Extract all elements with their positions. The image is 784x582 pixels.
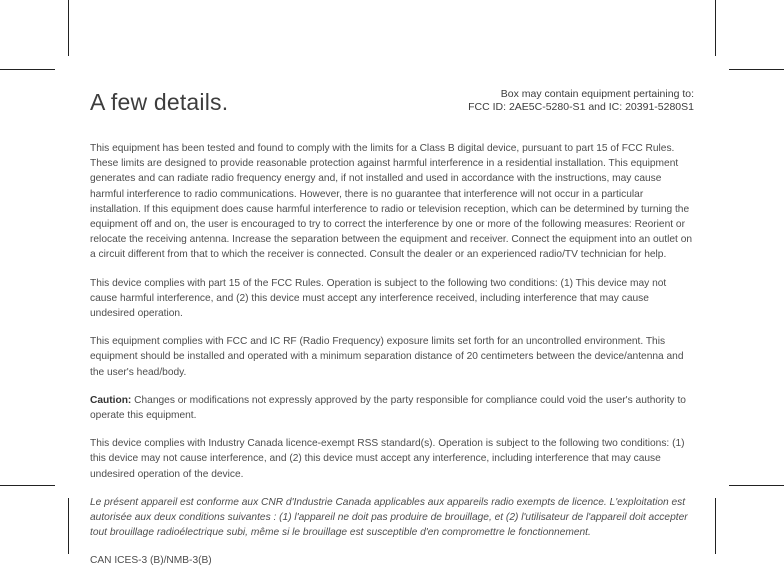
rf-exposure-paragraph: This equipment complies with FCC and IC RF (Radio Frequency) exposure limits set forth for an uncontrolled environment. This equipment should be installed and operated with a minimum separation distance of 20 centimeters between the device/antenna and the user's head/body. <box>90 336 684 378</box>
crop-mark-top-right-vertical <box>715 0 716 56</box>
crop-mark-top-left-vertical <box>68 0 69 56</box>
crop-mark-bottom-left-vertical <box>68 498 69 554</box>
crop-mark-bottom-right-vertical <box>715 498 716 554</box>
page-title: A few details. <box>90 89 229 115</box>
caution-paragraph <box>90 393 694 423</box>
fcc-box-line-2: FCC ID: 2AE5C-5280-S1 and IC: 20391-5280S1 <box>468 100 694 113</box>
caution-label: Caution: <box>90 394 132 406</box>
crop-mark-top-right-horizontal <box>729 69 784 70</box>
crop-mark-bottom-left-horizontal <box>0 485 55 486</box>
regulatory-text <box>90 141 694 582</box>
fcc-part15-paragraph: This device complies with part 15 of the FCC Rules. Operation is subject to the following two conditions: (1) This device may not cause harmful interference, and (2) this device must accept any interference received, including interference that may cause undesired operation. <box>90 277 667 320</box>
industry-canada-paragraph: This device complies with Industry Canada licence-exempt RSS standard(s). Operation is subject to the following two conditions: (1) this device may not cause interference, and (2) this device must accept any interference, including interference that may cause undesired operation of the device. <box>90 438 685 480</box>
caution-text: Changes or modifications not expressly approved by the party responsible for compliance could void the user's authority to operate this equipment. <box>90 394 686 422</box>
fcc-id-box <box>468 88 694 113</box>
crop-mark-top-left-horizontal <box>0 69 55 70</box>
fcc-class-b-paragraph: This equipment has been tested and found to comply with the limits for a Class B digital device, pursuant to part 15 of FCC Rules. These limits are designed to provide reasonable protection against harmful interference in a residential installation. This equipment generates and can radiate radio frequency energy and, if not installed and used in accordance with the instructions, may cause harmful interference to radio communications. However, there is no guarantee that interference will not occur in a particular installation. If this equipment does cause harmful interference to radio or television reception, which can be determined by turning the equipment off and on, the user is encouraged to try to correct the interference by one or more of the following measures: Reorient or relocate the receiving antenna. Increase the separation between the equipment and receiver. Connect the equipment into an outlet on a circuit different from that to which the receiver is connected. Consult the dealer or an experienced radio/TV technician for help. <box>90 143 693 261</box>
crop-mark-bottom-right-horizontal <box>729 485 784 486</box>
fcc-box-line-1: Box may contain equipment pertaining to: <box>500 88 694 100</box>
industry-canada-french-paragraph: Le présent appareil est conforme aux CNR d'Industrie Canada applicables aux appareils radio exempts de licence. L'exploitation est autorisée aux deux conditions suivantes : (1) l'appareil ne doit pas produire de brouillage, et (2) l'utilisateur de l'appareil doit accepter tout brouillage radioélectrique subi, même si le brouillage est susceptible d'en compromettre le fonctionnement. <box>90 496 688 539</box>
ices-label: CAN ICES-3 (B)/NMB-3(B) <box>90 555 212 567</box>
